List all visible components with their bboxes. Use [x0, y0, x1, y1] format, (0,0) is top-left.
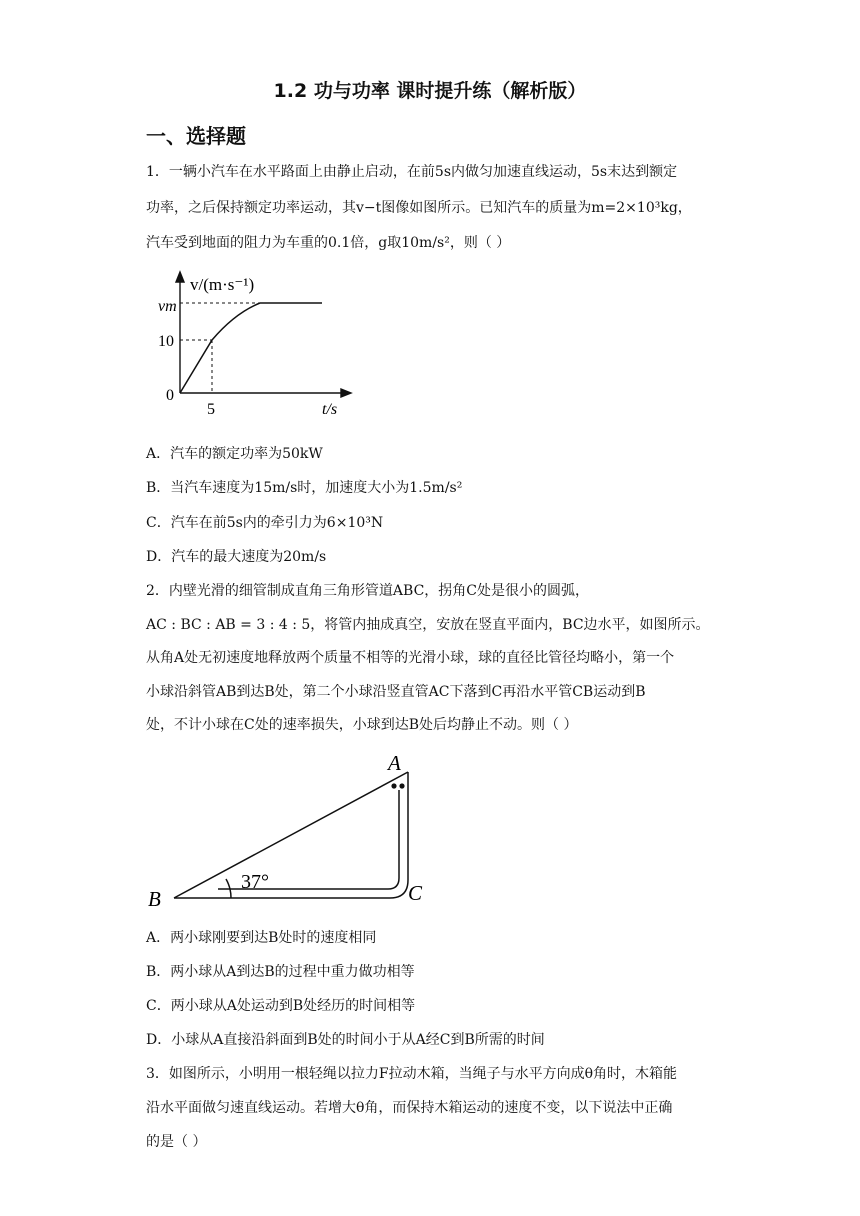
graph-v10-label: 10: [158, 333, 174, 350]
q1-option-b: B．当汽车速度为15m/s时，加速度大小为1.5m/s²: [146, 480, 463, 496]
q2-stem-line-3: 从角A处无初速度地释放两个质量不相等的光滑小球，球的直径比管径均略小，第一个: [146, 650, 675, 666]
q1-vt-graph: [150, 268, 360, 418]
graph-t5-label: 5: [207, 401, 215, 418]
velocity-curve: [180, 303, 322, 393]
q2-option-d: D．小球从A直接沿斜面到B处的时间小于从A经C到B所需的时间: [146, 1032, 545, 1048]
q2-stem-line-5: 处，不计小球在C处的速率损失，小球到达B处后均静止不动。则（ ）: [146, 717, 578, 733]
q2-option-c: C．两小球从A处运动到B处经历的时间相等: [146, 998, 416, 1014]
graph-xlabel: t/s: [322, 401, 338, 418]
q2-stem-line-4: 小球沿斜管AB到达B处，第二个小球沿竖直管AC下落到C再沿水平管CB运动到B: [146, 684, 646, 700]
q1-option-a: A．汽车的额定功率为50kW: [146, 446, 323, 462]
q1-option-d: D．汽车的最大速度为20m/s: [146, 549, 327, 565]
ball-2: [399, 783, 404, 788]
q3-stem-line-3: 的是（ ）: [146, 1134, 207, 1150]
graph-ylabel: v/(m·s⁻¹): [190, 275, 255, 294]
section-heading: 一、选择题: [146, 124, 246, 148]
vertex-c-label: C: [408, 881, 423, 905]
graph-origin-label: 0: [166, 387, 174, 404]
vertex-b-label: B: [148, 887, 161, 910]
x-axis-arrow: [341, 389, 351, 397]
y-axis-arrow: [176, 272, 184, 282]
q1-stem-line-3: 汽车受到地面的阻力为车重的0.1倍，g取10m/s²，则（ ）: [146, 235, 511, 251]
document-title: 1.2 功与功率 课时提升练（解析版）: [273, 80, 587, 102]
q3-stem-line-2: 沿水平面做匀速直线运动。若增大θ角，而保持木箱运动的速度不变，以下说法中正确: [146, 1100, 673, 1116]
q2-option-a: A．两小球刚要到达B处时的速度相同: [146, 930, 377, 946]
q1-stem-line-2: 功率，之后保持额定功率运动，其v−t图像如图所示。已知汽车的质量为m=2×10³kg，: [146, 200, 692, 216]
ball-1: [391, 783, 396, 788]
q2-triangle-tube-diagram: [146, 750, 436, 910]
q3-stem-line-1: 3．如图所示，小明用一根轻绳以拉力F拉动木箱，当绳子与水平方向成θ角时，木箱能: [146, 1066, 678, 1082]
graph-vm-label: vm: [158, 298, 177, 315]
q1-option-c: C．汽车在前5s内的牵引力为6×10³N: [146, 515, 384, 531]
q1-stem-line-1: 1．一辆小汽车在水平路面上由静止启动，在前5s内做匀加速直线运动，5s末达到额定: [146, 164, 678, 180]
angle-label: 37°: [241, 871, 269, 893]
q2-stem-line-2: AC : BC : AB = 3 : 4 : 5，将管内抽成真空，安放在竖直平面内，BC边水平，如图所示。: [146, 617, 710, 633]
q2-stem-line-1: 2．内壁光滑的细管制成直角三角形管道ABC，拐角C处是很小的圆弧，: [146, 583, 589, 599]
tube-hypotenuse: [174, 772, 408, 898]
vertex-a-label: A: [388, 751, 401, 775]
q2-option-b: B．两小球从A到达B的过程中重力做功相等: [146, 964, 415, 980]
